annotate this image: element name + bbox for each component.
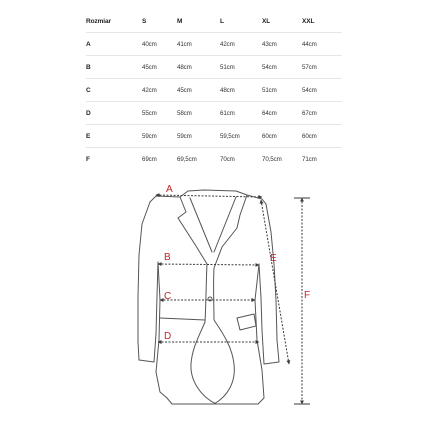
sleeve-right (259, 204, 279, 364)
table-cell: 44cm (302, 33, 342, 56)
table-cell: 54cm (302, 79, 342, 102)
header-l: L (220, 10, 262, 33)
table-cell: 42cm (142, 79, 177, 102)
table-cell: 40cm (142, 33, 177, 56)
label-f: F (304, 290, 311, 301)
table-cell: 45cm (177, 79, 220, 102)
front-edge-left (191, 264, 216, 404)
table-cell: 69cm (142, 155, 157, 163)
table-cell: 64cm (262, 102, 302, 125)
header-rozmiar: Rozmiar (86, 10, 142, 33)
row-label-f: F (86, 155, 90, 163)
table-cell: 60cm (262, 125, 302, 148)
table-cell: 54cm (262, 56, 302, 79)
table-cell: 41cm (177, 33, 220, 56)
label-d: D (164, 331, 172, 342)
table-cell: 51cm (220, 56, 262, 79)
label-a: A (166, 184, 173, 195)
label-b: B (164, 252, 171, 263)
table-cell: 55cm (142, 102, 177, 125)
front-edge-right (214, 268, 235, 404)
table-cell: 69,5cm (177, 155, 197, 163)
sleeve-left (138, 202, 158, 362)
row-label-a: A (86, 33, 142, 56)
table-cell: 59cm (177, 125, 220, 148)
table-cell: 48cm (220, 79, 262, 102)
table-cell: 59,5cm (220, 125, 262, 148)
table-cell: 59cm (142, 125, 177, 148)
label-c: C (164, 291, 172, 302)
table-cell: 70cm (220, 155, 235, 163)
shoulder-right (247, 195, 266, 204)
table-cell: 71cm (302, 155, 317, 163)
table-cell: 43cm (262, 33, 302, 56)
row-label-b: B (86, 56, 142, 79)
table-cell: 51cm (262, 79, 302, 102)
waist-seam-left (160, 318, 205, 320)
table-cell: 61cm (220, 102, 262, 125)
header-m: M (177, 10, 220, 33)
table-cell: 45cm (142, 56, 177, 79)
lapel-right (214, 195, 247, 268)
row-label-d: D (86, 102, 142, 125)
pocket-flap (237, 314, 256, 330)
measure-line-b (158, 264, 259, 265)
table-cell: 48cm (177, 56, 220, 79)
table-cell: 67cm (302, 102, 342, 125)
collar-inner-left (190, 198, 212, 252)
row-label-c: C (86, 79, 142, 102)
measurements (156, 195, 310, 404)
label-e: E (270, 253, 277, 264)
table-cell: 60cm (302, 125, 342, 148)
hem (167, 398, 258, 404)
table-cell: 57cm (302, 56, 342, 79)
table-cell: 58cm (177, 102, 220, 125)
shoulder-left (150, 196, 180, 202)
header-xl: XL (262, 10, 302, 33)
table-cell: 70,5cm (262, 155, 282, 163)
header-xxl: XXL (302, 10, 342, 33)
row-label-e: E (86, 125, 142, 148)
table-cell: 42cm (220, 33, 262, 56)
lapel-left (178, 197, 207, 264)
header-s: S (142, 10, 177, 33)
